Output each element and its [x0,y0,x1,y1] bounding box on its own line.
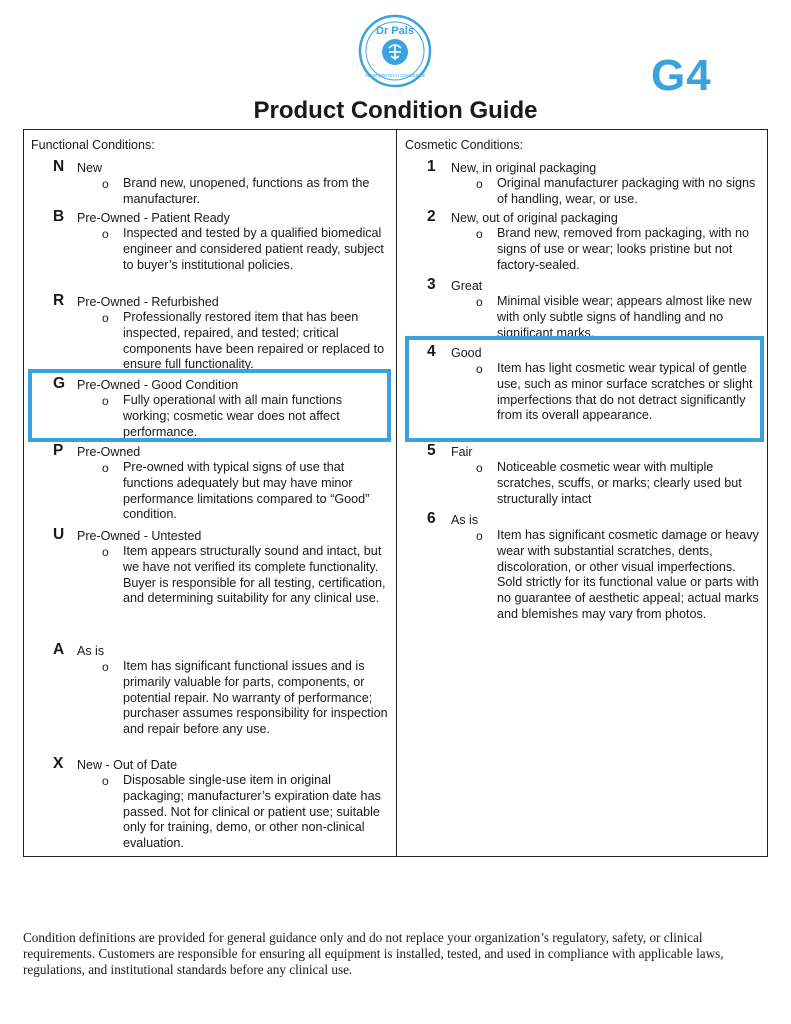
condition-description: Item appears structurally sound and intact, but we have not verified its complete functionality. Buyer is responsible for all testing, certification, and determining suitability for any clinical use. [123,544,386,606]
condition-code: 3 [427,276,436,293]
condition-description: Item has significant cosmetic damage or heavy wear with substantial scratches, dents, discoloration, or other visual imperfections. Sold strictly for its functional value or parts with no guarantee of aesthetic appeal; actual marks and blemishes may vary from photos. [497,528,759,621]
functional-highlight-box [28,369,391,442]
condition-description: Inspected and tested by a qualified biomedical engineer and considered patient ready, subject to buyer’s institutional policies. [123,226,384,272]
page-title: Product Condition Guide [253,97,538,124]
functional-heading: Functional Conditions: [31,138,155,152]
cosmetic-highlight-box [405,336,764,442]
svg-text:YOUR MEDTECH CONCIERGE: YOUR MEDTECH CONCIERGE [364,73,426,78]
bullet-icon: o [102,311,109,325]
condition-description: Fully operational with all main functions working; cosmetic wear does not affect performance. [123,393,343,439]
bullet-icon: o [102,461,109,475]
condition-code: B [53,208,65,225]
condition-title: New - Out of Date [77,758,178,772]
dr-pals-logo [358,14,432,88]
condition-title: New [77,161,103,175]
condition-description: Item has light cosmetic wear typical of gentle use, such as minor surface scratches or slight imperfections that do not detract significantly from its overall appearance. [497,361,753,423]
condition-title: Pre-Owned - Patient Ready [77,211,230,225]
condition-title: New, in original packaging [451,161,597,175]
bullet-icon: o [476,227,483,241]
disclaimer-text: Condition definitions are provided for general guidance only and do not replace your organization’s regulatory, safety, or clinical requirements. Customers are responsible for ensuring all equipment is installed, tested, and used in compliance with applicable laws, regulations, and institutional standards before any clinical use. [23,930,724,978]
bullet-icon: o [102,177,109,191]
condition-code: 6 [427,510,436,527]
condition-description: Disposable single-use item in original packaging; manufacturer’s expiration date has passed. Not for clinical or patient use; suitable only for training, demo, or other non-clinical evaluation. [123,773,381,851]
condition-title: As is [77,644,105,658]
bullet-icon: o [476,362,483,376]
bullet-icon: o [476,529,483,543]
bullet-icon: o [102,545,109,559]
condition-description: Minimal visible wear; appears almost like new with only subtle signs of handling and no significant marks. [497,294,752,340]
condition-code: 2 [427,208,436,225]
bullet-icon: o [476,177,483,191]
bullet-icon: o [476,295,483,309]
cosmetic-heading: Cosmetic Conditions: [405,138,524,152]
condition-description: Pre-owned with typical signs of use that functions adequately but may have minor performance limitations compared to “Good” condition. [123,460,370,522]
condition-code: 4 [427,343,436,360]
condition-title: Pre-Owned - Good Condition [77,378,239,392]
bullet-icon: o [102,660,109,674]
bullet-icon: o [102,394,109,408]
condition-description: Professionally restored item that has been inspected, repaired, and tested; critical components have been repaired or replaced to ensure full functionality. [123,310,385,372]
condition-code: R [53,292,65,309]
condition-code: U [53,526,65,543]
condition-code: 1 [427,158,436,175]
condition-code: A [53,641,65,658]
condition-table [23,129,768,857]
bullet-icon: o [102,774,109,788]
condition-code: N [53,158,65,175]
condition-description: Brand new, unopened, functions as from the manufacturer. [123,176,370,206]
condition-code: 5 [427,442,436,459]
bullet-icon: o [102,227,109,241]
condition-code: X [53,755,64,772]
condition-title: Pre-Owned - Refurbished [77,295,219,309]
condition-title: Pre-Owned [77,445,141,459]
bullet-icon: o [476,461,483,475]
condition-description: Original manufacturer packaging with no signs of handling, wear, or use. [497,176,756,206]
column-divider [396,130,397,856]
condition-description: Brand new, removed from packaging, with no signs of use or wear; looks pristine but not factory-sealed. [497,226,750,272]
condition-title: Pre-Owned - Untested [77,529,202,543]
condition-description: Noticeable cosmetic wear with multiple scratches, scuffs, or marks; clearly used but structurally intact [497,460,742,506]
condition-title: As is [451,513,479,527]
condition-title: New, out of original packaging [451,211,618,225]
svg-text:Dr Pals: Dr Pals [376,25,414,37]
condition-code: G [53,375,66,392]
condition-description: Item has significant functional issues and is primarily valuable for parts, components, or potential repair. No warranty of performance; purchaser assumes responsibility for inspection and repair before any use. [123,659,388,737]
condition-code: P [53,442,64,459]
condition-title: Good [451,346,482,360]
condition-title: Fair [451,445,473,459]
condition-title: Great [451,279,483,293]
grade-code: G4 [651,51,712,100]
